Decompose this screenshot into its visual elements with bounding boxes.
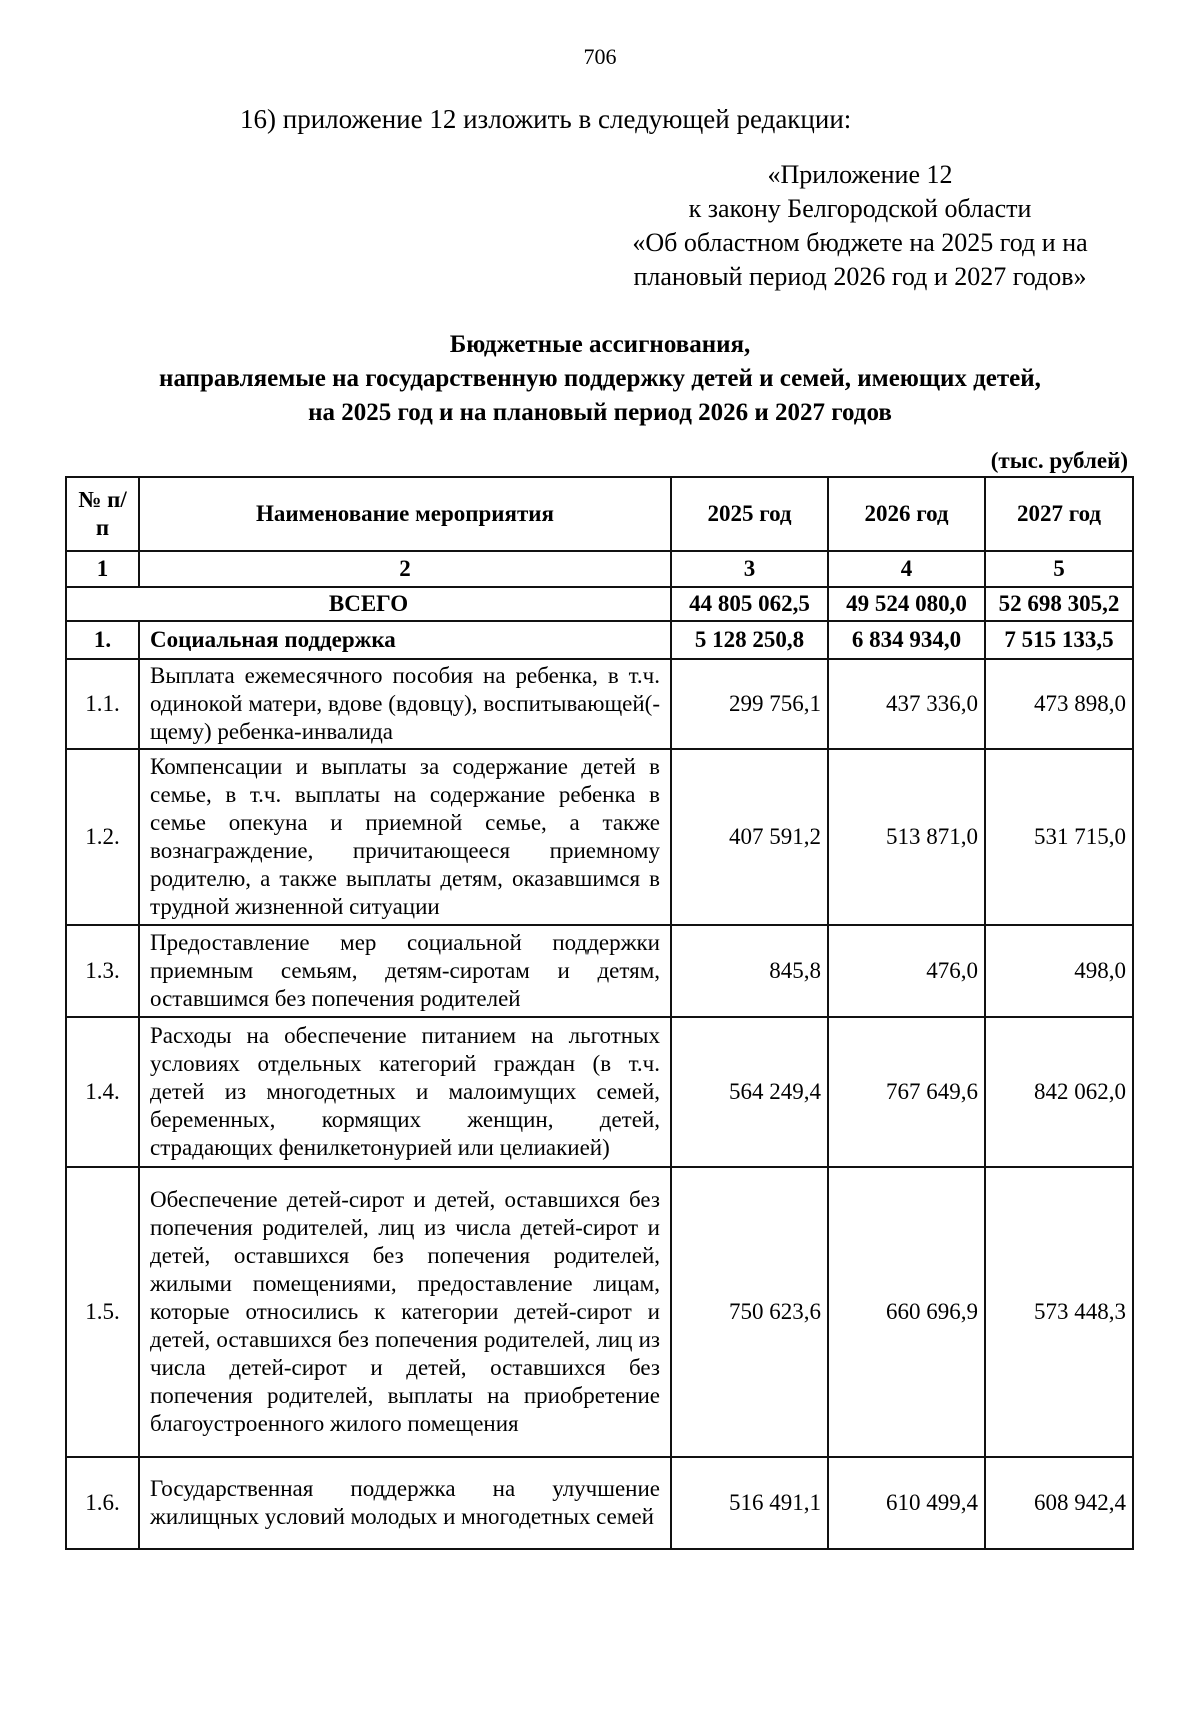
total-label: ВСЕГО (66, 587, 671, 621)
row-2026: 513 871,0 (828, 749, 985, 925)
row-2025: 299 756,1 (671, 659, 828, 749)
row-number: 1.4. (66, 1017, 139, 1167)
row-2027: 573 448,3 (985, 1167, 1133, 1457)
row-number: 1. (66, 621, 139, 659)
table-row (66, 1457, 1133, 1549)
row-name: Обеспечение детей-сирот и детей, оставшихся без попечения родителей, лиц из числа детей-сирот и детей, оставшихся без попечения родителей, жилыми помещениями, предоставление лицам, которые относились к категории детей-сирот и детей, оставшихся без попечения родителей, лиц из числа детей-сирот и детей, оставшихся без попечения родителей, выплаты на приобретение благоустроенного жилого помещения (139, 1167, 671, 1457)
row-2025: 845,8 (671, 925, 828, 1017)
header-cell-number: № п/п (66, 477, 139, 551)
row-2027: 842 062,0 (985, 1017, 1133, 1167)
table-row (66, 925, 1133, 1017)
row-name: Предоставление мер социальной поддержки приемным семьям, детям-сиротам и детям, оставшимся без попечения родителей (139, 925, 671, 1017)
row-2026: 610 499,4 (828, 1457, 985, 1549)
row-2026: 6 834 934,0 (828, 621, 985, 659)
header-cell-2025: 2025 год (671, 477, 828, 551)
row-number: 1.3. (66, 925, 139, 1017)
appendix-line: плановый период 2026 год и 2027 годов» (633, 262, 1087, 291)
header-cell-2026: 2026 год (828, 477, 985, 551)
row-2025: 5 128 250,8 (671, 621, 828, 659)
row-name: Расходы на обеспечение питанием на льготных условиях отдельных категорий граждан (в т.ч. детей из многодетных и малоимущих семей, беременных, кормящих женщин, детей, страдающих фенилкетонурией или целиакией) (139, 1017, 671, 1167)
row-name: Социальная поддержка (139, 621, 671, 659)
title-line: направляемые на государственную поддержку детей и семей, имеющих детей, (159, 365, 1041, 392)
budget-table (65, 476, 1134, 1550)
table-row (66, 1017, 1133, 1167)
row-number: 1.5. (66, 1167, 139, 1457)
row-2027: 7 515 133,5 (985, 621, 1133, 659)
column-number: 1 (66, 551, 139, 587)
column-number: 5 (985, 551, 1133, 587)
appendix-reference (600, 158, 1120, 294)
appendix-line: к закону Белгородской области (688, 194, 1032, 223)
row-number: 1.1. (66, 659, 139, 749)
row-number: 1.2. (66, 749, 139, 925)
row-2025: 750 623,6 (671, 1167, 828, 1457)
row-2025: 564 249,4 (671, 1017, 828, 1167)
title-line: на 2025 год и на плановый период 2026 и 2027 годов (308, 399, 892, 426)
row-2025: 516 491,1 (671, 1457, 828, 1549)
header-cell-name: Наименование мероприятия (139, 477, 671, 551)
page-number: 706 (583, 44, 617, 69)
column-number-row (66, 551, 1133, 587)
row-2026: 437 336,0 (828, 659, 985, 749)
column-number: 3 (671, 551, 828, 587)
row-2027: 473 898,0 (985, 659, 1133, 749)
instruction-text: 16) приложение 12 изложить в следующей редакции: (240, 104, 852, 134)
row-2026: 476,0 (828, 925, 985, 1017)
table-row (66, 1167, 1133, 1457)
row-name: Компенсации и выплаты за содержание детей в семье, в т.ч. выплаты на содержание ребенка в семье опекуна и приемной семье, а также вознаграждение, причитающееся приемному родителю, а также выплаты детям, оказавшимся в трудной жизненной ситуации (139, 749, 671, 925)
total-2027: 52 698 305,2 (985, 587, 1133, 621)
row-name: Государственная поддержка на улучшение жилищных условий молодых и многодетных семей (139, 1457, 671, 1549)
table-header-row (66, 477, 1133, 551)
total-row (66, 587, 1133, 621)
column-number: 4 (828, 551, 985, 587)
header-cell-2027: 2027 год (985, 477, 1133, 551)
document-title (60, 328, 1140, 430)
column-number: 2 (139, 551, 671, 587)
table-row (66, 659, 1133, 749)
row-number: 1.6. (66, 1457, 139, 1549)
row-2027: 608 942,4 (985, 1457, 1133, 1549)
unit-label: (тыс. рублей) (990, 448, 1128, 473)
row-name: Выплата ежемесячного пособия на ребенка, в т.ч. одинокой матери, вдове (вдовцу), воспитывающей(-щему) ребенка-инвалида (139, 659, 671, 749)
appendix-line: «Приложение 12 (767, 160, 953, 189)
title-line: Бюджетные ассигнования, (449, 331, 751, 358)
appendix-line: «Об областном бюджете на 2025 год и на (632, 228, 1088, 257)
total-2025: 44 805 062,5 (671, 587, 828, 621)
table-row (66, 621, 1133, 659)
row-2026: 660 696,9 (828, 1167, 985, 1457)
row-2027: 498,0 (985, 925, 1133, 1017)
row-2027: 531 715,0 (985, 749, 1133, 925)
row-2026: 767 649,6 (828, 1017, 985, 1167)
table-row (66, 749, 1133, 925)
total-2026: 49 524 080,0 (828, 587, 985, 621)
row-2025: 407 591,2 (671, 749, 828, 925)
